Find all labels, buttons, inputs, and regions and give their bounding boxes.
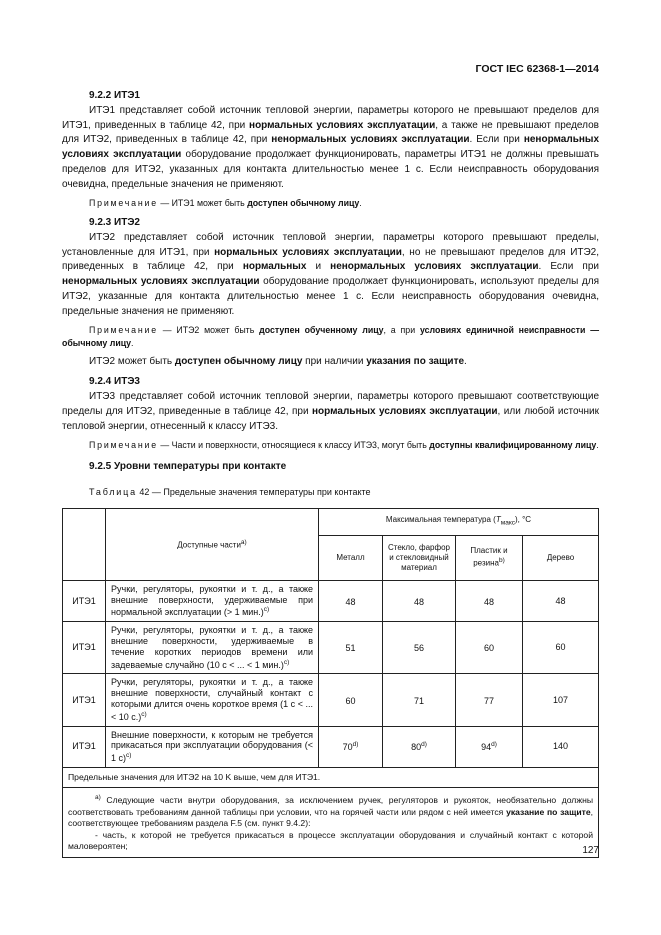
header-accessible-parts: Доступные части$^{a)}$ xyxy=(106,508,319,580)
table-header-row-1 xyxy=(63,508,599,535)
table-row xyxy=(63,580,599,621)
row-plastic: 60 xyxy=(456,622,523,674)
temperature-limits-table xyxy=(62,508,599,858)
section-heading-9-2-3: 9.2.3 ИТЭ2 xyxy=(89,217,140,229)
row-wood: 48 xyxy=(523,580,599,621)
note-9-2-4: Примечание — Части и поверхности, относящиеся к классу ИТЭ3, могут быть доступны квалифицированному лицу. xyxy=(89,439,599,450)
header-wood: Дерево xyxy=(523,535,599,580)
row-metal: 51 xyxy=(319,622,383,674)
footnote-a-item: - часть, к которой не требуется прикасаться в процессе эксплуатации оборудования и случайный контакт с которой маловероятен; xyxy=(68,829,593,852)
row-description: Внешние поверхности, к которым не требуется прикасаться при эксплуатации оборудования (< 1 с)$^{c)}$ xyxy=(106,726,319,767)
row-wood: 140 xyxy=(523,726,599,767)
paragraph-9-2-3-protection: ИТЭ2 может быть доступен обычному лицу при наличии указания по защите. xyxy=(89,355,467,367)
row-glass: 71 xyxy=(383,674,456,726)
header-plastic: Пластик и резина$^{b)}$ xyxy=(456,535,523,580)
row-glass: 48 xyxy=(383,580,456,621)
row-plastic: 94$^{d)}$ xyxy=(456,726,523,767)
row-wood: 60 xyxy=(523,622,599,674)
section-heading-9-2-5: 9.2.5 Уровни температуры при контакте xyxy=(89,461,287,473)
row-plastic: 77 xyxy=(456,674,523,726)
note-9-2-3: Примечание — ИТЭ2 может быть доступен обученному лицу, а при условиях единичной неисправности — обычному лицу. xyxy=(62,324,599,349)
table-note-row xyxy=(63,767,599,788)
table-row xyxy=(63,622,599,674)
table-row xyxy=(63,726,599,767)
table-row xyxy=(63,674,599,726)
ite2-limit-note: Предельные значения для ИТЭ2 на 10 K выше, чем для ИТЭ1. xyxy=(63,767,599,788)
row-description: Ручки, регуляторы, рукоятки и т. д., а также внешние поверхности, удерживаемые в течение коротких периодов времени или задеваемые случайно (10 с < ... < 1 мин.)$^{c)}$ xyxy=(106,622,319,674)
header-metal: Металл xyxy=(319,535,383,580)
row-class: ИТЭ1 xyxy=(63,674,106,726)
section-heading-9-2-4: 9.2.4 ИТЭ3 xyxy=(89,376,140,388)
header-max-temperature: Максимальная температура $(T_{макс})$, °С xyxy=(319,508,599,535)
footnote-a-text: $^{a)}$ Следующие части внутри оборудования, за исключением ручек, регуляторов и рукояток, необязательно должны соответствовать требованиям данной таблицы при условии, что на горячей части или рядом с ней имеется указание по защите, соответствующее требованиям раздела F.5 (см. пункт 9.4.2): xyxy=(68,794,593,829)
row-wood: 107 xyxy=(523,674,599,726)
table-footnote-a xyxy=(63,788,599,857)
row-metal: 70$^{d)}$ xyxy=(319,726,383,767)
paragraph-9-2-4: ИТЭ3 представляет собой источник тепловой энергии, параметры которого превышают соответствующие пределы для ИТЭ2, приведенные в таблице 42, при нормальных условиях эксплуатации, или любой источник тепловой энергии, отнесенный к классу ИТЭ3. xyxy=(62,391,600,432)
row-plastic: 48 xyxy=(456,580,523,621)
row-metal: 48 xyxy=(319,580,383,621)
header-class-cell xyxy=(63,508,106,580)
table-footnote-row xyxy=(63,788,599,857)
row-glass: 80$^{d)}$ xyxy=(383,726,456,767)
paragraph-9-2-2: ИТЭ1 представляет собой источник тепловой энергии, параметры которого не превышают пределов для ИТЭ1, приведенных в таблице 42, при нормальных условиях эксплуатации, а также не превышают пределов для ИТЭ2, приведенных в таблице 42, при ненормальных условиях эксплуатации. Если при ненормальных условиях эксплуатации оборудование продолжает функционировать, параметры ИТЭ1 не должны превышать пределов для ИТЭ2, указанных для контакта длительностью менее 1 с. Если неисправность оборудования очевидна, предельные значения не применяют. xyxy=(62,104,600,190)
section-heading-9-2-2: 9.2.2 ИТЭ1 xyxy=(89,90,140,101)
header-glass: Стекло, фарфор и стекловидный материал xyxy=(383,535,456,580)
row-description: Ручки, регуляторы, рукоятки и т. д., а также внешние поверхности, случайный контакт с которыми длится очень короткое время (1 с < ... < 10 с.)$^{c)}$ xyxy=(106,674,319,726)
document-body xyxy=(62,89,599,858)
row-class: ИТЭ1 xyxy=(63,622,106,674)
row-metal: 60 xyxy=(319,674,383,726)
note-9-2-2: Примечание — ИТЭ1 может быть доступен обычному лицу. xyxy=(89,197,362,208)
page-number: 127 xyxy=(582,845,599,856)
table-caption: Таблица 42 — Предельные значения температуры при контакте xyxy=(89,486,371,497)
paragraph-9-2-3: ИТЭ2 представляет собой источник тепловой энергии, параметры которого превышают пределы, установленные для ИТЭ1, при нормальных условиях эксплуатации, но не превышают пределов для ИТЭ2, приведенных в таблице 42, при нормальных и ненормальных условиях эксплуатации. Если при ненормальных условиях эксплуатации оборудование продолжает функционировать, используют пределы для ИТЭ2, указанные для контакта длительностью менее 1 с. Если неисправность оборудования очевидна, предельные значения не применяют. xyxy=(62,231,600,317)
row-class: ИТЭ1 xyxy=(63,726,106,767)
row-description: Ручки, регуляторы, рукоятки и т. д., а также внешние поверхности, удерживаемые при нормальной эксплуатации (> 1 мин.)$^{c)}$ xyxy=(106,580,319,621)
row-class: ИТЭ1 xyxy=(63,580,106,621)
row-glass: 56 xyxy=(383,622,456,674)
standard-number: ГОСТ IEC 62368-1—2014 xyxy=(475,63,599,75)
